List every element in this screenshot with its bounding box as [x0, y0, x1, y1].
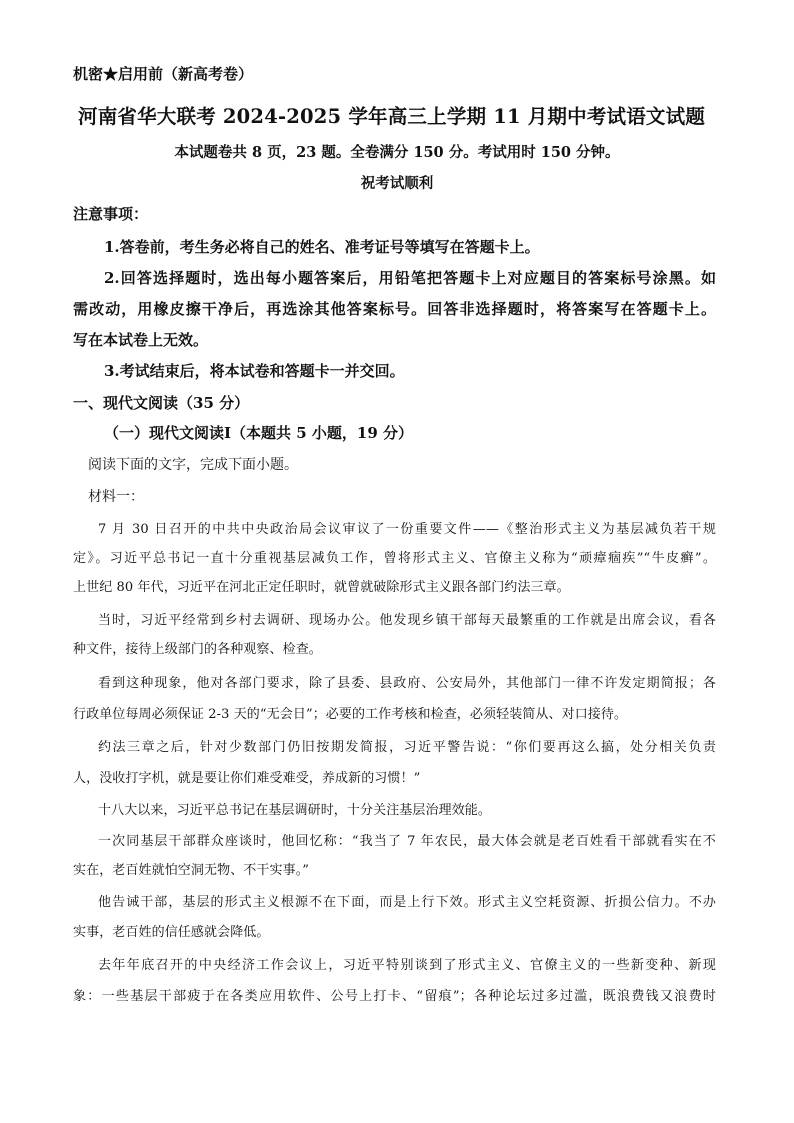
exam-subtitle: 本试题卷共 8 页，23 题。全卷满分 150 分。考试用时 150 分钟。: [174, 144, 620, 161]
exam-title: 河南省华大联考 2024-2025 学年高三上学期 11 月期中考试语文试题: [78, 105, 706, 128]
notice-item-2: 2.回答选择题时，选出每小题答案后，用铅笔把答题卡上对应题目的答案标号涂黑。如: [104, 269, 716, 287]
material-line: 定》。习近平总书记一直十分重视基层减负工作，曾将形式主义、官僚主义称为“顽瘴痼疾”“牛皮癣”。: [73, 551, 716, 566]
notice-item-3: 3.考试结束后，将本试卷和答题卡一并交回。: [104, 362, 405, 380]
material-line: 一次同基层干部群众座谈时，他回忆称：“我当了 7 年农民，最大体会就是老百姓看干部就看实在不: [98, 834, 716, 849]
material-line: 当时，习近平经常到乡村去调研、现场办公。他发现乡镇干部每天最繁重的工作就是出席会议，看各: [98, 613, 716, 628]
section-heading: 一、现代文阅读（35 分）: [73, 394, 250, 412]
material-label: 材料一：: [88, 489, 144, 505]
material-line: 看到这种现象，他对各部门要求，除了县委、县政府、公安局外，其他部门一律不许发定期简报；各: [98, 676, 716, 691]
material-line: 他告诫干部，基层的形式主义根源不在下面，而是上行下效。形式主义空耗资源、折损公信力。不办: [98, 895, 716, 910]
material-line: 人，没收打字机，就是要让你们难受难受，养成新的习惯！”: [73, 771, 421, 786]
notice-item-1: 1.答卷前，考生务必将自己的姓名、准考证号等填写在答题卡上。: [104, 238, 540, 256]
confidential-label: 机密★启用前（新高考卷）: [73, 65, 254, 83]
material-line: 实在，老百姓就怕空洞无物、不干实事。”: [73, 863, 310, 878]
material-line: 十八大以来，习近平总书记在基层调研时，十分关注基层治理效能。: [98, 803, 492, 818]
material-line: 象：一些基层干部疲于在各类应用软件、公号上打卡、“留痕”；各种论坛过多过滥，既浪费钱又浪费时: [73, 989, 716, 1004]
notice-item-2-end: 写在本试卷上无效。: [73, 331, 209, 349]
material-line: 去年年底召开的中央经济工作会议上，习近平特别谈到了形式主义、官僚主义的一些新变种、新现: [98, 958, 716, 973]
notice-heading: 注意事项：: [73, 205, 149, 223]
reading-instruction: 阅读下面的文字，完成下面小题。: [88, 457, 298, 473]
good-luck-text: 祝考试顺利: [360, 175, 434, 192]
material-line: 实事，老百姓的信任感就会降低。: [73, 925, 270, 940]
notice-item-2-cont: 需改动，用橡皮擦干净后，再选涂其他答案标号。回答非选择题时，将答案写在答题卡上。: [73, 300, 716, 318]
subsection-heading: （一）现代文阅读Ⅰ（本题共 5 小题，19 分）: [104, 424, 413, 442]
material-line: 上世纪 80 年代，习近平在河北正定任职时，就曾就破除形式主义跟各部门约法三章。: [73, 580, 570, 595]
material-line: 7 月 30 日召开的中共中央政治局会议审议了一份重要文件——《整治形式主义为基层减负若干规: [98, 522, 716, 537]
material-line: 种文件，接待上级部门的各种观察、检查。: [73, 642, 322, 657]
material-line: 约法三章之后，针对少数部门仍旧按期发简报，习近平警告说：“你们要再这么搞，处分相关负责: [98, 740, 716, 755]
material-line: 行政单位每周必须保证 2-3 天的“无会日”；必要的工作考核和检查，必须轻装简从、对口接待。: [73, 707, 628, 722]
